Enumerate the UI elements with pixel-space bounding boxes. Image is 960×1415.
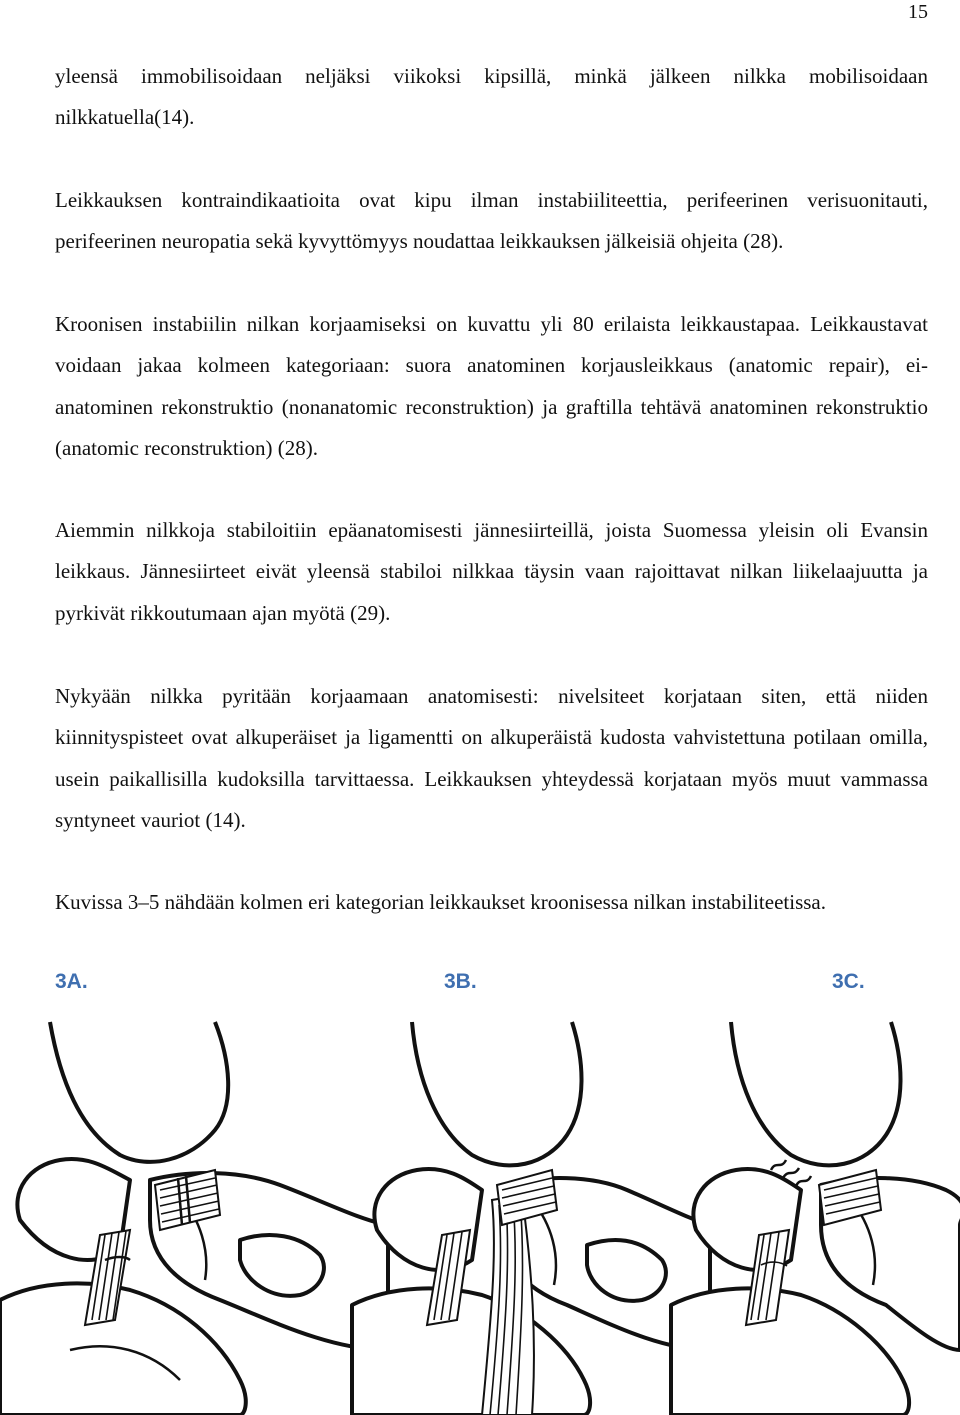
figure-label-3c: 3C. xyxy=(832,970,865,993)
ankle-illustration-3c xyxy=(641,1020,960,1415)
paragraph-5: Nykyään nilkka pyritään korjaamaan anatomisesti: nivelsiteet korjataan siten, että niiden kiinnityspisteet ovat alkuperäiset ja ligamentti on alkuperäistä kudosta vahvistettuna potilaan omilla, usein paikallisilla kudoksilla tarvittaessa. Leikkauksen yhteydessä korjataan myös muut vammassa syntyneet vauriot (14). xyxy=(55,684,928,832)
figure-label-3a: 3A. xyxy=(55,970,88,993)
paragraph-6: Kuvissa 3–5 nähdään kolmen eri kategorian leikkaukset kroonisessa nilkan instabiliteetissa. xyxy=(55,890,826,914)
page-number: 15 xyxy=(908,1,928,23)
figure-label-3b: 3B. xyxy=(444,970,477,993)
paragraph-4: Aiemmin nilkkoja stabiloitiin epäanatomisesti jännesiirteillä, joista Suomessa yleisin oli Evansin leikkaus. Jännesiirteet eivät yleensä stabiloi nilkkaa täysin vaan rajoittavat nilkan liikelaajuutta ja pyrkivät rikkoutumaan ajan myötä (29). xyxy=(55,518,928,625)
ankle-drawing-3c xyxy=(641,1020,960,1415)
paragraph-3: Kroonisen instabiilin nilkan korjaamiseksi on kuvattu yli 80 erilaista leikkaustapaa. Leikkaustavat voidaan jakaa kolmeen kategoriaan: suora anatominen korjausleikkaus (anatomic repair), ei-anatominen rekonstruktio (nonanatomic reconstruktion) ja graftilla tehtävä anatominen rekonstruktio (anatomic reconstruktion) (28). xyxy=(55,312,928,460)
paragraph-1: yleensä immobilisoidaan neljäksi viikoksi kipsillä, minkä jälkeen nilkka mobilisoidaan nilkkatuella(14). xyxy=(55,64,928,130)
paragraph-2: Leikkauksen kontraindikaatioita ovat kipu ilman instabiiliteettia, perifeerinen verisuonitauti, perifeerinen neuropatia sekä kyvyttömyys noudattaa leikkauksen jälkeisiä ohjeita (28). xyxy=(55,188,928,254)
